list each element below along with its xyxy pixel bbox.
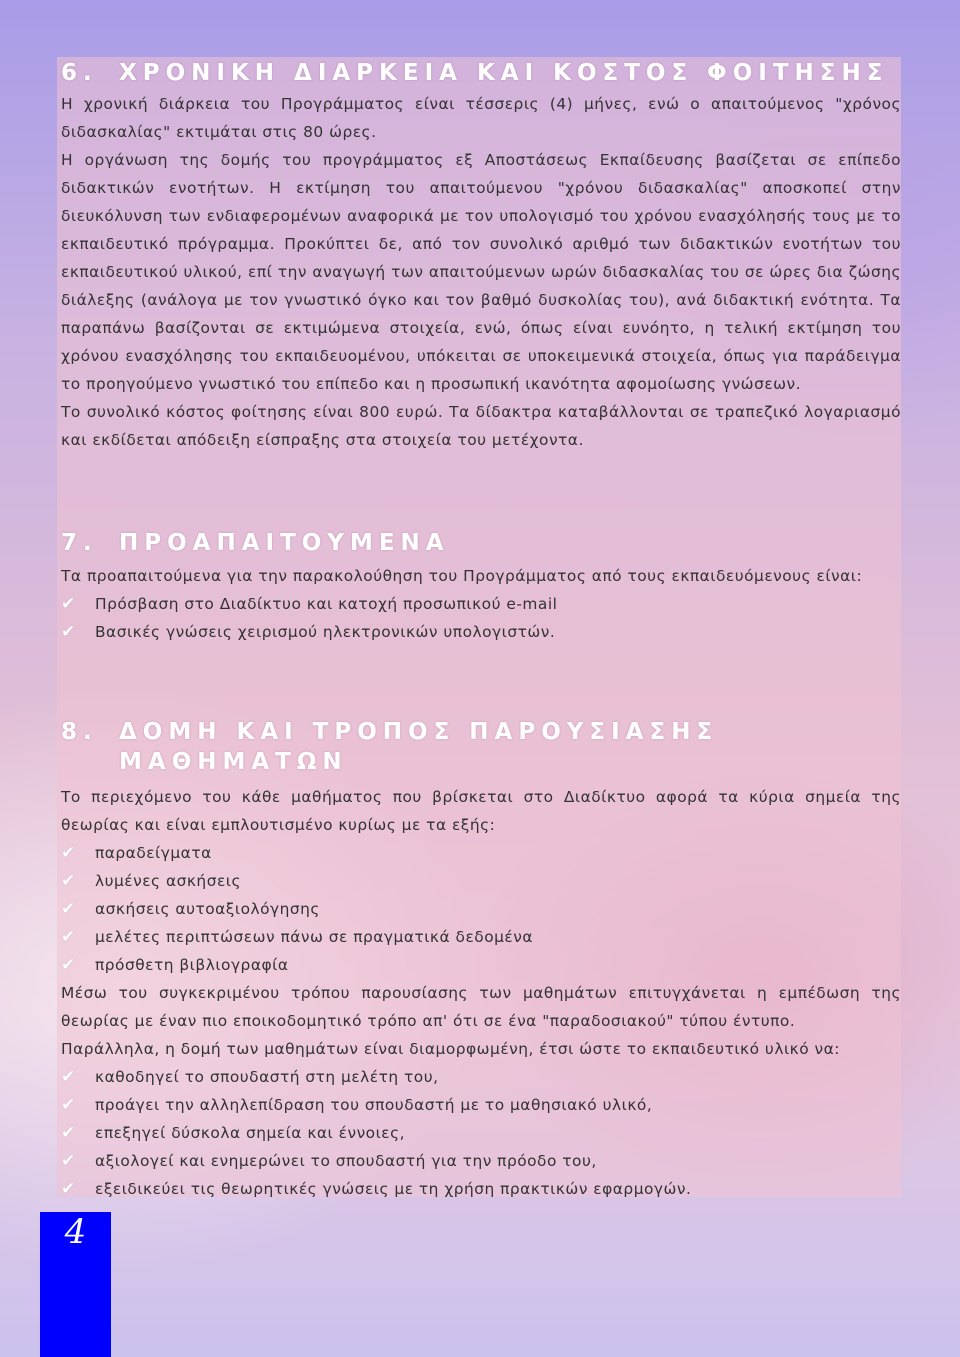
list-item — [61, 895, 901, 923]
list-item-text: εξειδικεύει τις θεωρητικές γνώσεις με τη χρήση πρακτικών εφαρμογών. — [95, 1180, 692, 1198]
list-item — [61, 1063, 901, 1091]
section-number: 7. — [61, 530, 98, 556]
paragraph: Το περιεχόμενο του κάθε μαθήματος που βρίσκεται στο Διαδίκτυο αφορά τα κύρια σημεία της θεωρίας και είναι εμπλουτισμένο κυρίως με τα εξής: — [61, 788, 901, 834]
paragraph: Το συνολικό κόστος φοίτησης είναι 800 ευρώ. Τα δίδακτρα καταβάλλονται σε τραπεζικό λογαριασμό και εκδίδεται απόδειξη είσπραξης στα στοιχεία του μετέχοντα. — [61, 403, 901, 449]
paragraph: Παράλληλα, η δομή των μαθημάτων είναι διαμορφωμένη, έτσι ώστε το εκπαιδευτικό υλικό να: — [61, 1040, 840, 1058]
checkmark-icon: ✔ — [61, 871, 76, 891]
checkmark-icon: ✔ — [61, 1067, 76, 1087]
list-item — [61, 1175, 901, 1203]
section-title: ΧΡΟΝΙΚΗ ΔΙΑΡΚΕΙΑ ΚΑΙ ΚΟΣΤΟΣ ΦΟΙΤΗΣΗΣ — [119, 60, 889, 86]
list-item-text: επεξηγεί δύσκολα σημεία και έννοιες, — [95, 1124, 406, 1142]
checklist — [61, 590, 901, 646]
checkmark-icon: ✔ — [61, 1095, 76, 1115]
checkmark-icon: ✔ — [61, 927, 76, 947]
list-item — [61, 1147, 901, 1175]
list-item — [61, 1091, 901, 1119]
list-item-text: καθοδηγεί το σπουδαστή στη μελέτη του, — [95, 1068, 439, 1086]
list-item — [61, 923, 901, 951]
list-item-text: Πρόσβαση στο Διαδίκτυο και κατοχή προσωπικού e-mail — [95, 595, 558, 613]
checkmark-icon: ✔ — [61, 1151, 76, 1171]
list-item — [61, 867, 901, 895]
section-title: ΠΡΟΑΠΑΙΤΟΥΜΕΝΑ — [119, 530, 450, 556]
list-item — [61, 590, 901, 618]
checkmark-icon: ✔ — [61, 594, 76, 614]
paragraph: Τα προαπαιτούμενα για την παρακολούθηση του Προγράμματος από τους εκπαιδευόμενους είναι: — [61, 567, 863, 585]
checkmark-icon: ✔ — [61, 1179, 76, 1199]
checkmark-icon: ✔ — [61, 899, 76, 919]
page-number-box — [40, 1212, 111, 1357]
section-8 — [61, 717, 901, 1203]
list-item-text: Βασικές γνώσεις χειρισμού ηλεκτρονικών υπολογιστών. — [95, 623, 556, 641]
section-6 — [61, 58, 901, 454]
list-item-text: αξιολογεί και ενημερώνει το σπουδαστή για την πρόοδο του, — [95, 1152, 597, 1170]
list-item — [61, 1119, 901, 1147]
list-item-text: λυμένες ασκήσεις — [95, 872, 242, 890]
list-item-text: παραδείγματα — [95, 844, 212, 862]
checklist — [61, 839, 901, 979]
section-title: ΔΟΜΗ ΚΑΙ ΤΡΟΠΟΣ ΠΑΡΟΥΣΙΑΣΗΣ — [119, 719, 719, 745]
list-item-text: προάγει την αλληλεπίδραση του σπουδαστή με το μαθησιακό υλικό, — [95, 1096, 653, 1114]
document-body — [61, 58, 901, 1203]
list-item-text: ασκήσεις αυτοαξιολόγησης — [95, 900, 320, 918]
checkmark-icon: ✔ — [61, 843, 76, 863]
section-number: 8. — [61, 719, 98, 745]
section-7-heading — [61, 528, 901, 558]
list-item — [61, 951, 901, 979]
checkmark-icon: ✔ — [61, 955, 76, 975]
section-7 — [61, 528, 901, 646]
checkmark-icon: ✔ — [61, 1123, 76, 1143]
list-item-text: πρόσθετη βιβλιογραφία — [95, 956, 289, 974]
paragraph: Μέσω του συγκεκριμένου τρόπου παρουσίασης των μαθημάτων επιτυγχάνεται η εμπέδωση της θεωρίας με έναν πιο εποικοδομητικό τρόπο απ' ότι σε ένα "παραδοσιακού" τύπου έντυπο. — [61, 984, 901, 1030]
list-item — [61, 839, 901, 867]
section-number: 6. — [61, 60, 98, 86]
paragraph: Η οργάνωση της δομής του προγράμματος εξ Αποστάσεως Εκπαίδευσης βασίζεται σε επίπεδο διδακτικών ενοτήτων. Η εκτίμηση του απαιτούμενου "χρόνου διδασκαλίας" αποσκοπεί στην διευκόλυνση των ενδιαφερομένων αναφορικά με τον υπολογισμό του χρόνου ενασχόλησής τους με το εκπαιδευτικό πρόγραμμα. Προκύπτει δε, από τον συνολικό αριθμό των διδακτικών ενοτήτων του εκπαιδευτικού υλικού, επί την αναγωγή των απαιτούμενων ωρών διδασκαλίας του σε ώρες δια ζώσης διάλεξης (ανάλογα με τον γνωστικό όγκο και τον βαθμό δυσκολίας του), ανά διδακτική ενότητα. Τα παραπάνω βασίζονται σε εκτιμώμενα στοιχεία, ενώ, όπως είναι ευνόητο, η τελική εκτίμηση του χρόνου ενασχόλησης του εκπαιδευομένου, υπόκειται σε υποκειμενικά στοιχεία, όπως για παράδειγμα το προηγούμενο γνωστικό του επίπεδο και η προσωπική ικανότητα αφομοίωσης γνώσεων. — [61, 151, 901, 393]
section-title-continued: ΜΑΘΗΜΑΤΩΝ — [119, 749, 348, 775]
section-8-heading — [61, 717, 901, 777]
page-number: 4 — [64, 1212, 87, 1252]
section-6-heading — [61, 58, 901, 88]
checklist — [61, 1063, 901, 1203]
paragraph: Η χρονική διάρκεια του Προγράμματος είναι τέσσερις (4) μήνες, ενώ ο απαιτούμενος "χρόνος διδασκαλίας" εκτιμάται στις 80 ώρες. — [61, 95, 901, 141]
list-item-text: μελέτες περιπτώσεων πάνω σε πραγματικά δεδομένα — [95, 928, 533, 946]
list-item — [61, 618, 901, 646]
checkmark-icon: ✔ — [61, 622, 76, 642]
